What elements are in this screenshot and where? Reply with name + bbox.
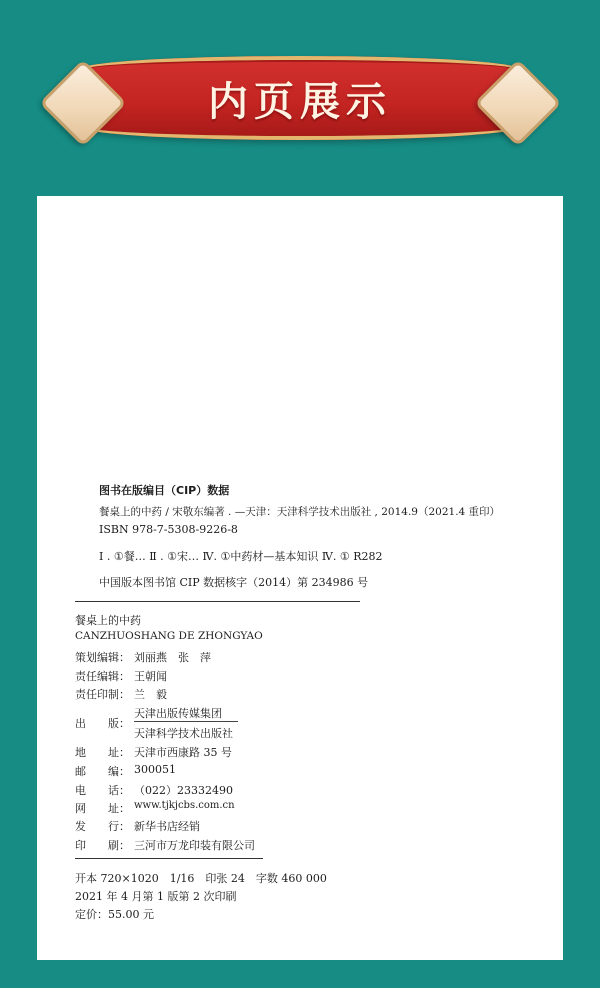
spec-edition: 2021 年 4 月第 1 版第 2 次印刷 — [75, 890, 237, 903]
credit-value: 刘丽燕 张 萍 — [134, 651, 211, 664]
credit-label: 策划编辑： — [75, 651, 130, 664]
contact-label: 电 话： — [75, 784, 130, 797]
divider — [75, 858, 263, 859]
contact-label: 印 刷： — [75, 839, 130, 852]
banner-title: 内页展示 — [208, 78, 392, 125]
banner — [0, 0, 600, 190]
publisher-press: 天津科学技术出版社 — [134, 727, 233, 740]
contact-label: 地 址： — [75, 746, 130, 759]
contact-value: （022）23332490 — [134, 784, 233, 797]
divider — [75, 601, 360, 602]
book-title-pinyin: CANZHUOSHANG DE ZHONGYAO — [75, 630, 263, 642]
contact-value: www.tjkjcbs.com.cn — [134, 800, 235, 811]
credit-value: 王朝闻 — [134, 670, 167, 683]
publisher-group: 天津出版传媒集团 — [134, 707, 222, 720]
contact-value: 300051 — [134, 763, 176, 776]
contact-value: 天津市西康路 35 号 — [134, 746, 232, 759]
spec-format: 开本 720×1020 1/16 印张 24 字数 460 000 — [75, 872, 327, 885]
credit-label: 责任编辑： — [75, 670, 130, 683]
contact-label: 邮 编： — [75, 765, 130, 778]
cip-line1: 餐桌上的中药 / 宋敬东编著 . —天津：天津科学技术出版社 , 2014.9（2021.4 重印） — [99, 506, 501, 518]
spec-price: 定价：55.00 元 — [75, 908, 154, 921]
credit-label: 责任印制： — [75, 688, 130, 701]
publisher-rule — [134, 721, 238, 722]
cip-heading: 图书在版编目（CIP）数据 — [99, 484, 230, 497]
cip-record: 中国版本图书馆 CIP 数据核字（2014）第 234986 号 — [99, 576, 369, 589]
credit-value: 兰 毅 — [134, 688, 167, 701]
contact-label: 发 行： — [75, 820, 130, 833]
cip-classification: Ⅰ . ①餐… Ⅱ . ①宋… Ⅳ. ①中药材—基本知识 Ⅳ. ① R282 — [99, 550, 383, 563]
contact-value: 新华书店经销 — [134, 820, 200, 833]
contact-value: 三河市万龙印装有限公司 — [134, 839, 255, 852]
copyright-page — [37, 196, 563, 960]
book-title: 餐桌上的中药 — [75, 614, 141, 627]
cip-isbn: ISBN 978-7-5308-9226-8 — [99, 523, 238, 536]
contact-label: 网 址： — [75, 802, 130, 815]
publisher-label: 出 版： — [75, 717, 130, 730]
